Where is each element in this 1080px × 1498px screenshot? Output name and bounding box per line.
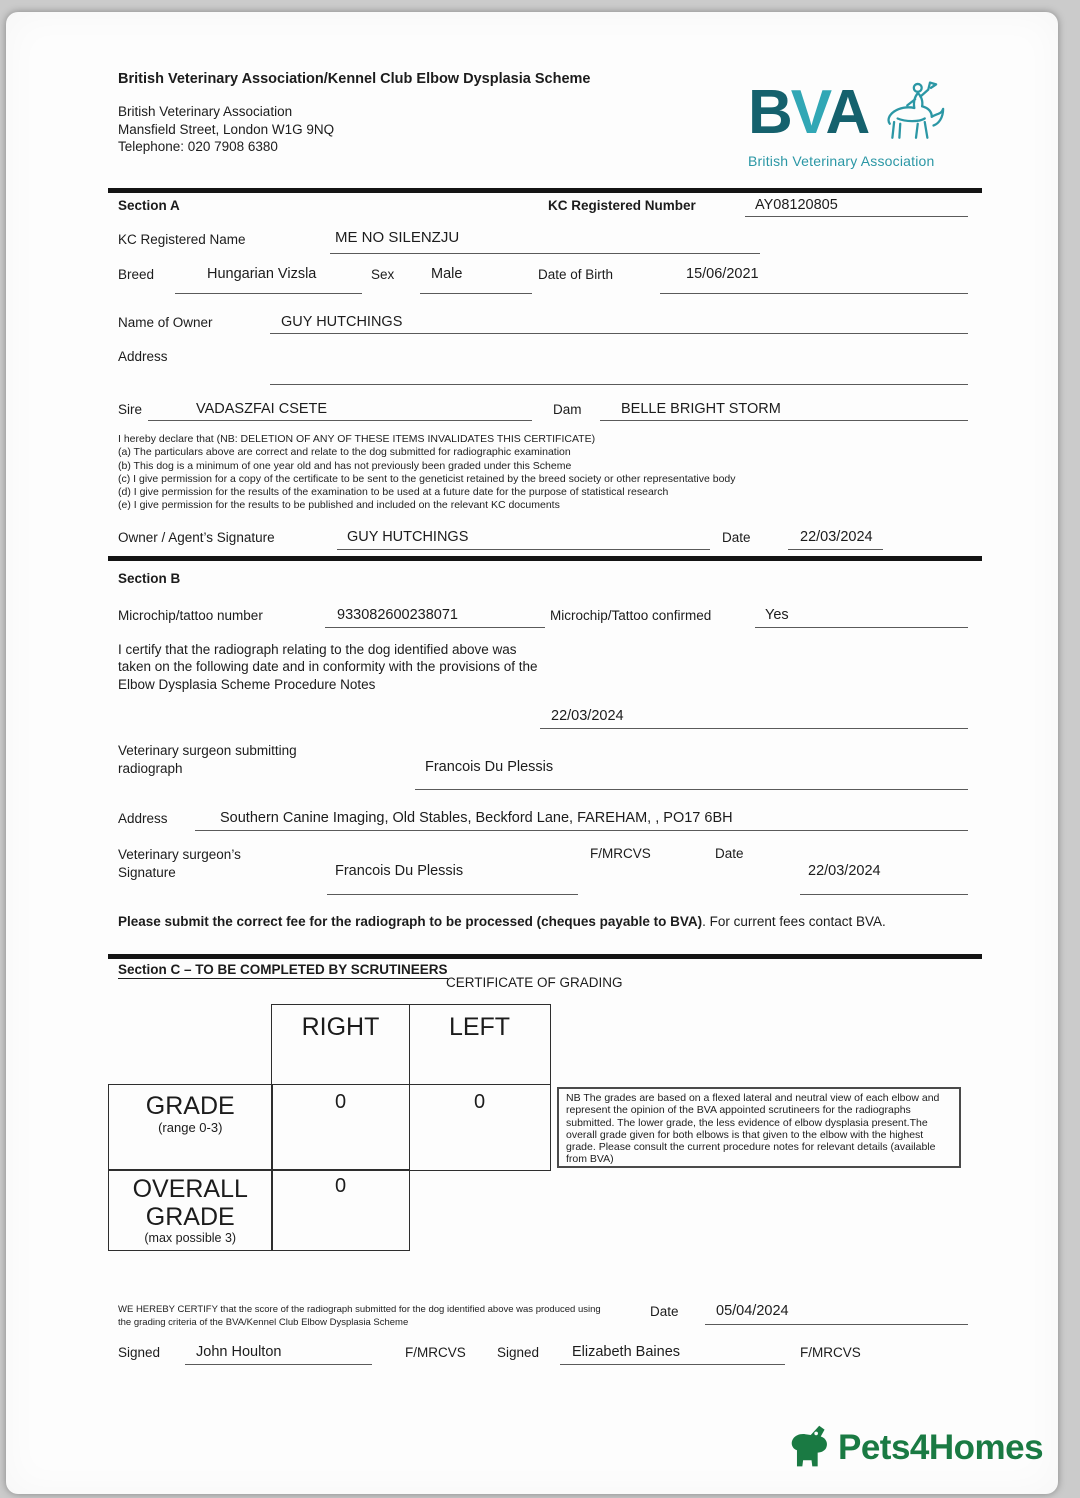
owner-label: Name of Owner: [118, 315, 213, 330]
org-name: British Veterinary Association: [118, 104, 293, 119]
org-address-block: [118, 103, 334, 156]
sex-label: Sex: [371, 267, 395, 282]
radiograph-date-value: 22/03/2024: [551, 708, 624, 724]
kc-number-underline: [745, 216, 968, 217]
fee-notice-bold: Please submit the correct fee for the radiograph to be processed (cheques payable to BVA): [118, 914, 703, 929]
owner-address-underline: [270, 384, 968, 385]
section-b-heading: Section B: [118, 571, 181, 586]
declaration-line: (b) This dog is a minimum of one year old and has not previously been graded under this Scheme: [118, 459, 572, 472]
grading-date-value: 05/04/2024: [716, 1303, 789, 1319]
vet-submitting-label: Veterinary surgeon submitting radiograph: [118, 743, 297, 776]
org-phone: Telephone: 020 7908 6380: [118, 139, 278, 154]
certificate-of-grading-title: CERTIFICATE OF GRADING: [446, 975, 623, 990]
nb-note-box: NB The grades are based on a flexed lateral and neutral view of each elbow and represent the opinion of the BVA appointed scrutineers for the radiographs submitted. The lower grade, the less evidence of elbow dysplasia present.The overall grade given for both elbows is that given to the elbow with the highest grade. Please consult the current procedure notes for relevant details (available from BVA): [557, 1087, 961, 1168]
owner-underline: [270, 333, 968, 334]
vet-submitting-underline: [415, 789, 968, 790]
vet-submitting-value: Francois Du Plessis: [425, 759, 554, 775]
breed-underline: [175, 293, 362, 294]
pets4homes-logo: [787, 1423, 1043, 1473]
breed-value: Hungarian Vizsla: [207, 266, 317, 282]
signed1-label: Signed: [118, 1345, 161, 1360]
dam-label: Dam: [553, 402, 582, 417]
vet-date-underline: [800, 894, 968, 895]
sex-value: Male: [431, 266, 463, 282]
vet-address-underline: [195, 830, 968, 831]
grade-left-cell: 0: [409, 1084, 551, 1171]
declaration-line: (c) I give permission for a copy of the certificate to be sent to the geneticist retained by the breed society or other representative body: [118, 472, 736, 485]
kc-name-underline: [330, 253, 760, 254]
vet-signature-underline: [327, 894, 578, 895]
pets4homes-logo-text: Pets4Homes: [838, 1428, 1044, 1467]
vet-signature-label: Veterinary surgeon’s Signature: [118, 847, 241, 880]
dam-underline: [600, 420, 968, 421]
kc-number-value: AY08120805: [755, 197, 838, 213]
owner-date-underline: [788, 549, 883, 550]
grade-row-label: GRADE (range 0-3): [108, 1084, 273, 1171]
owner-date-label: Date: [722, 530, 751, 545]
grading-date-label: Date: [650, 1304, 679, 1319]
bva-logo-letters: BVA: [748, 78, 869, 147]
sire-underline: [148, 420, 532, 421]
scrutineer2-underline: [560, 1364, 785, 1365]
kc-name-value: ME NO SILENZJU: [335, 229, 460, 246]
table-header-left: LEFT: [409, 1004, 551, 1085]
signed2-label: Signed: [497, 1345, 540, 1360]
section-c-heading: Section C – TO BE COMPLETED BY SCRUTINEERS: [118, 962, 448, 977]
vet-fmrcvs-label: F/MRCVS: [590, 846, 651, 861]
section-b-divider: [108, 556, 982, 561]
declaration-line: (d) I give permission for the results of the examination to be used at a future date for the purpose of statistical research: [118, 486, 669, 499]
owner-signature-underline: [337, 549, 710, 550]
declaration-line: (a) The particulars above are correct and relate to the dog submitted for radiographic examination: [118, 446, 571, 459]
sire-value: VADASZFAI CSETE: [196, 401, 328, 417]
vet-address-label: Address: [118, 811, 168, 826]
microchip-label: Microchip/tattoo number: [118, 608, 263, 623]
microchip-value: 933082600238071: [337, 607, 458, 623]
declaration-line: I hereby declare that (NB: DELETION OF ANY OF THESE ITEMS INVALIDATES THIS CERTIFICATE): [118, 433, 596, 445]
section-a-heading: Section A: [118, 198, 180, 213]
bva-logo: [748, 78, 948, 169]
owner-address-label: Address: [118, 349, 168, 364]
vet-address-value: Southern Canine Imaging, Old Stables, Beckford Lane, FAREHAM, , PO17 6BH: [220, 810, 733, 826]
grading-date-underline: [705, 1324, 968, 1325]
scrutineer-certify-text: WE HEREBY CERTIFY that the score of the radiograph submitted for the dog identified above was produced using the grading criteria of the BVA/Kennel Club Elbow Dysplasia Scheme: [118, 1304, 601, 1328]
bva-centaur-icon: [870, 80, 948, 150]
microchip-underline: [325, 627, 545, 628]
scrutineer1-name: John Houlton: [196, 1344, 282, 1360]
radiograph-date-underline: [540, 728, 968, 729]
pets4homes-dog-icon: [787, 1423, 833, 1473]
bva-logo-caption: British Veterinary Association: [748, 153, 935, 169]
scrutineer2-title: F/MRCVS: [800, 1345, 861, 1360]
dam-value: BELLE BRIGHT STORM: [621, 401, 781, 417]
declaration-block: [118, 433, 736, 513]
section-a-divider: [108, 188, 982, 193]
section-c-divider: [108, 954, 982, 959]
sex-underline: [420, 293, 532, 294]
org-street: Mansfield Street, London W1G 9NQ: [118, 121, 335, 137]
vet-signature-value: Francois Du Plessis: [335, 863, 464, 879]
sire-label: Sire: [118, 402, 143, 417]
radiograph-certify-text: I certify that the radiograph relating to the dog identified above was taken on the following date and in conformity with the provisions of the Elbow Dysplasia Scheme Procedure Notes: [118, 642, 538, 692]
scrutineer2-name: Elizabeth Baines: [572, 1344, 681, 1360]
scrutineer1-title: F/MRCVS: [405, 1345, 466, 1360]
microchip-confirmed-value: Yes: [765, 607, 789, 623]
vet-date-value: 22/03/2024: [808, 863, 881, 879]
overall-grade-cell: 0: [271, 1169, 410, 1251]
fee-notice: [118, 913, 970, 931]
vet-date-label: Date: [715, 846, 744, 861]
kc-name-label: KC Registered Name: [118, 232, 246, 247]
breed-label: Breed: [118, 267, 155, 282]
table-header-right: RIGHT: [271, 1004, 410, 1085]
owner-date-value: 22/03/2024: [800, 529, 873, 545]
owner-value: GUY HUTCHINGS: [281, 314, 403, 330]
owner-signature-value: GUY HUTCHINGS: [347, 529, 469, 545]
page-title: British Veterinary Association/Kennel Club Elbow Dysplasia Scheme: [118, 71, 591, 87]
dob-underline: [660, 293, 968, 294]
fee-notice-regular: . For current fees contact BVA.: [702, 914, 886, 929]
owner-signature-label: Owner / Agent’s Signature: [118, 530, 275, 545]
kc-number-label: KC Registered Number: [548, 198, 696, 213]
grade-right-cell: 0: [271, 1084, 410, 1171]
declaration-line: (e) I give permission for the results to be published and included on the relevant KC documents: [118, 499, 560, 512]
overall-grade-label: OVERALL GRADE (max possible 3): [108, 1169, 273, 1251]
dob-value: 15/06/2021: [686, 266, 759, 282]
microchip-confirmed-label: Microchip/Tattoo confirmed: [550, 608, 712, 623]
dob-label: Date of Birth: [538, 267, 614, 282]
scrutineer1-underline: [185, 1364, 372, 1365]
microchip-confirmed-underline: [755, 627, 968, 628]
